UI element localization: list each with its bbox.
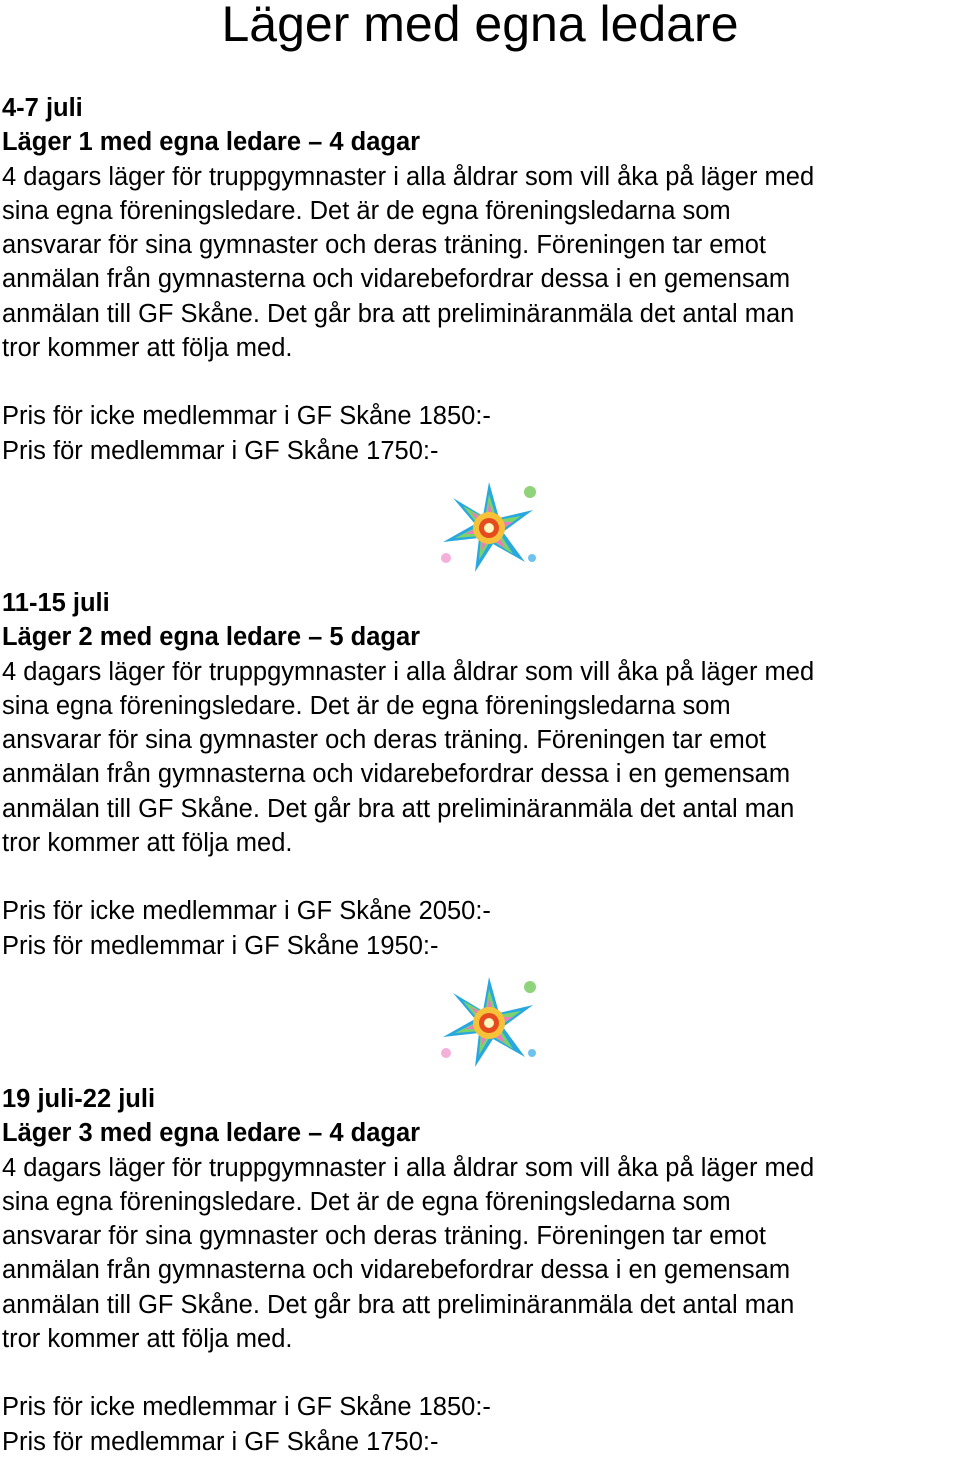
camp-body-line: ansvarar för sina gymnaster och deras träning. Föreningen tar emot <box>2 726 766 755</box>
camp-body-line: 4 dagars läger för truppgymnaster i alla åldrar som vill åka på läger med <box>2 1153 815 1182</box>
camp-body-line: tror kommer att följa med. <box>2 334 293 363</box>
price-member: Pris för medlemmar i GF Skåne 1750:- <box>2 437 439 466</box>
camp-section-1 <box>2 91 960 469</box>
camp-body-line: tror kommer att följa med. <box>2 1325 293 1354</box>
camp-body-line: anmälan från gymnasterna och vidarebefordrar dessa i en gemensam <box>2 760 791 789</box>
camp-body-line: anmälan från gymnasterna och vidarebefordrar dessa i en gemensam <box>2 1256 791 1285</box>
camp-body-line: sina egna föreningsledare. Det är de egna föreningsledarna som <box>2 1187 731 1216</box>
camp-section-3 <box>2 1082 960 1460</box>
price-nonmember: Pris för icke medlemmar i GF Skåne 1850:- <box>2 1393 491 1422</box>
camp-body-line: 4 dagars läger för truppgymnaster i alla åldrar som vill åka på läger med <box>2 657 815 686</box>
camp-body-line: anmälan till GF Skåne. Det går bra att preliminäranmäla det antal man <box>2 1290 795 1319</box>
camp-body-line: anmälan till GF Skåne. Det går bra att preliminäranmäla det antal man <box>2 794 795 823</box>
camp-body-line: 4 dagars läger för truppgymnaster i alla åldrar som vill åka på läger med <box>2 162 815 191</box>
camp-body-line: tror kommer att följa med. <box>2 829 293 858</box>
price-member: Pris för medlemmar i GF Skåne 1950:- <box>2 932 439 961</box>
camp-body-line: sina egna föreningsledare. Det är de egna föreningsledarna som <box>2 196 731 225</box>
camp-body-line: anmälan från gymnasterna och vidarebefordrar dessa i en gemensam <box>2 265 791 294</box>
camp-heading: Läger 2 med egna ledare – 5 dagar <box>2 623 421 652</box>
camp-heading: Läger 1 med egna ledare – 4 dagar <box>2 128 421 157</box>
price-nonmember: Pris för icke medlemmar i GF Skåne 2050:- <box>2 897 491 926</box>
camp-body-line: sina egna föreningsledare. Det är de egna föreningsledarna som <box>2 691 731 720</box>
camp-date: 11-15 juli <box>2 589 110 617</box>
page-title: Läger med egna ledare <box>221 0 739 52</box>
camp-date: 4-7 juli <box>2 94 83 122</box>
flower-burst-icon <box>434 973 542 1071</box>
price-member: Pris för medlemmar i GF Skåne 1750:- <box>2 1428 439 1457</box>
camp-section-2 <box>2 586 960 964</box>
flower-burst-icon <box>434 478 542 576</box>
camp-body-line: ansvarar för sina gymnaster och deras träning. Föreningen tar emot <box>2 231 766 260</box>
camp-date: 19 juli-22 juli <box>2 1085 156 1113</box>
camp-body-line: anmälan till GF Skåne. Det går bra att preliminäranmäla det antal man <box>2 299 795 328</box>
price-nonmember: Pris för icke medlemmar i GF Skåne 1850:- <box>2 402 491 431</box>
camp-body-line: ansvarar för sina gymnaster och deras träning. Föreningen tar emot <box>2 1222 766 1251</box>
camp-heading: Läger 3 med egna ledare – 4 dagar <box>2 1119 421 1148</box>
